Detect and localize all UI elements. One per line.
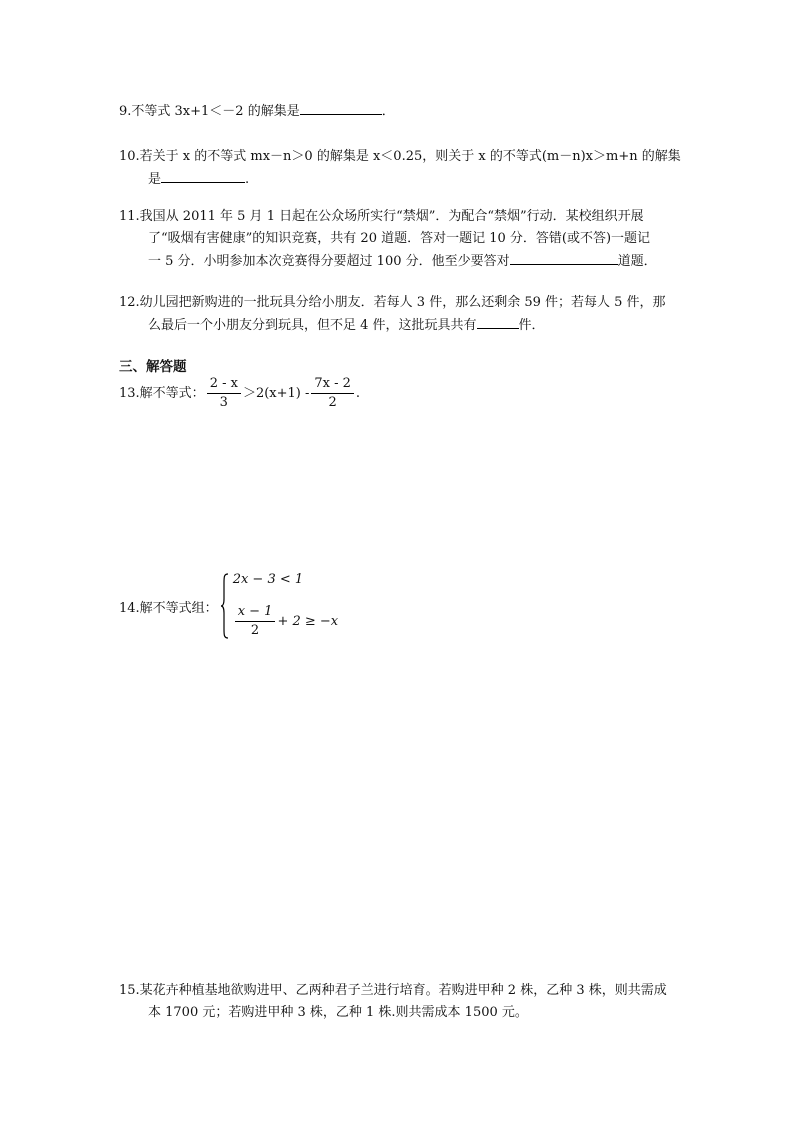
q11-line3-end: 道题．: [617, 254, 657, 269]
question-14: [119, 572, 338, 640]
q11-line1: 11.我国从 2011 年 5 月 1 日起在公众场所实行“禁烟”．为配合“禁烟”行动．某校组织开展: [119, 209, 644, 224]
q13-fraction-1: [207, 375, 241, 412]
q12-line2: 么最后一个小朋友分到玩具，但不足 4 件，这批玩具共有: [148, 318, 477, 333]
q13-frac2-numerator: 7x - 2: [311, 375, 354, 394]
q14-fraction: [235, 603, 276, 640]
question-12: [119, 292, 709, 337]
q9-period: ．: [381, 104, 395, 119]
q9-text: 9.不等式 3x+1＜－2 的解集是: [119, 104, 300, 119]
q13-frac1-numerator: 2 - x: [207, 375, 241, 394]
q12-line1: 12.幼儿园把新购进的一批玩具分给小朋友．若每人 3 件，那么还剩余 59 件；若每人 5 件，那: [119, 295, 666, 310]
q11-answer-blank: [510, 250, 618, 265]
question-9: [119, 100, 709, 123]
question-11: [119, 206, 709, 273]
question-13: [119, 375, 709, 412]
q13-suffix: .: [355, 385, 361, 401]
q14-equation-1: 2x − 3 < 1: [232, 572, 304, 587]
q14-system: [233, 572, 338, 640]
q14-equation-2: [233, 603, 338, 640]
q12-line2-end: 件．: [518, 318, 545, 333]
q14-frac-denominator: 2: [250, 623, 260, 638]
section-heading: 三、解答题: [119, 359, 187, 375]
q11-line2: 了“吸烟有害健康”的知识竞赛，共有 20 道题．答对一题记 10 分．答错(或不答)一题记: [148, 231, 651, 246]
q12-answer-blank: [477, 314, 519, 329]
q10-answer-blank: [161, 168, 245, 183]
q13-frac2-denominator: 2: [328, 395, 337, 410]
q14-prefix: 14.解不等式组：: [119, 600, 218, 616]
q10-line2: 是: [148, 172, 162, 187]
q10-period: .: [245, 172, 250, 187]
q9-answer-blank: [300, 100, 382, 115]
q14-frac-numerator: x − 1: [235, 603, 276, 622]
q13-middle: ＞2(x+1) -: [242, 385, 310, 401]
q14-equation-2-rest: + 2 ≥ −x: [277, 614, 339, 629]
q15-line2: 本 1700 元；若购进甲种 3 株，乙种 1 株.则共需成本 1500 元。: [148, 1005, 528, 1020]
q13-fraction-2: [311, 375, 354, 412]
q13-frac1-denominator: 3: [219, 395, 228, 410]
q15-line1: 15.某花卉种植基地欲购进甲、乙两种君子兰进行培育。若购进甲种 2 株，乙种 3 株，则共需成: [119, 983, 667, 998]
q11-line3: 一 5 分．小明参加本次竞赛得分要超过 100 分．他至少要答对: [148, 254, 510, 269]
q13-prefix: 13.解不等式：: [119, 385, 205, 401]
question-10: [119, 146, 709, 191]
q10-line1: 10.若关于 x 的不等式 mx－n＞0 的解集是 x＜0.25，则关于 x 的不等式(m－n)x＞m+n 的解集: [119, 149, 681, 164]
question-15: [119, 980, 709, 1024]
left-brace-icon: [220, 573, 229, 639]
